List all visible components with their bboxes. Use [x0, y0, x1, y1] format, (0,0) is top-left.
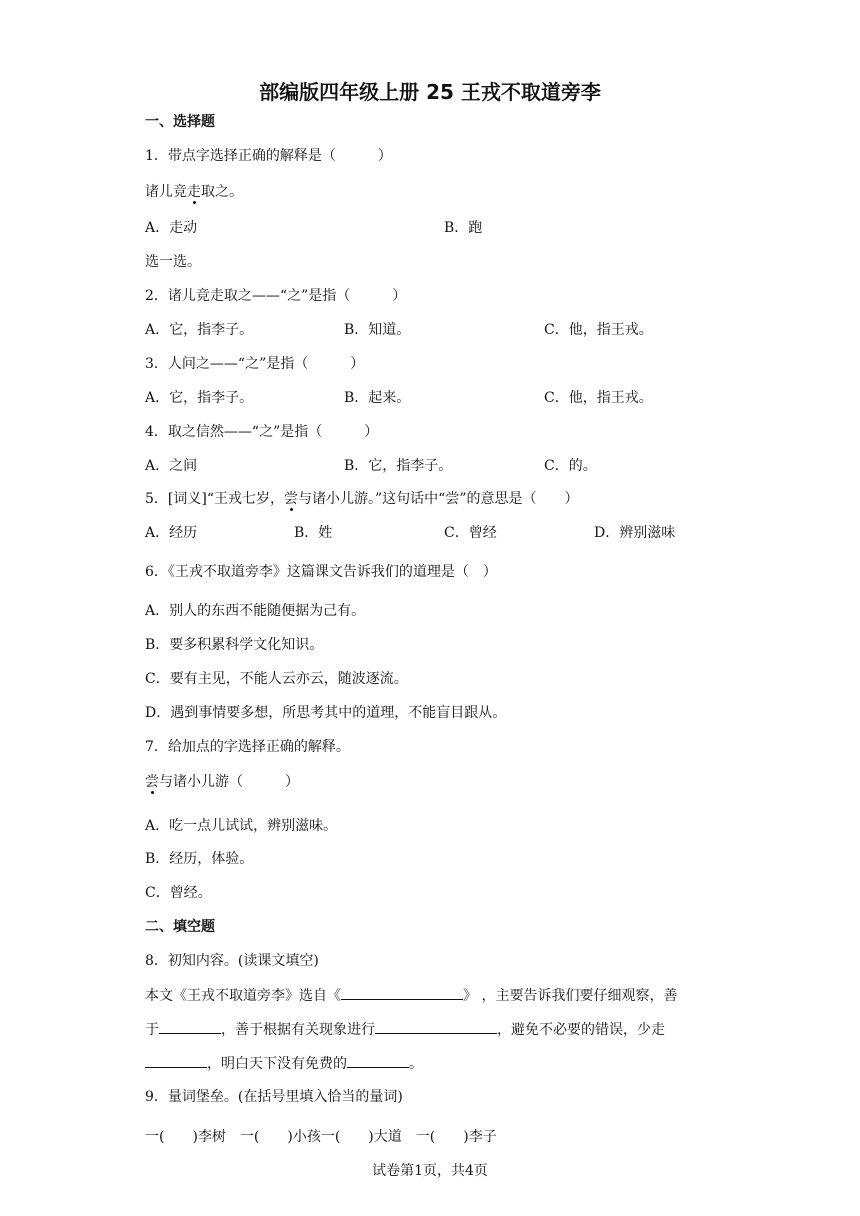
- stem-text: 与诸小儿游。”这句话中“尝”的意思是（ ）: [298, 491, 579, 507]
- question-2-stem: 2．诸儿竞走取之——“之”是指（ ）: [145, 288, 407, 304]
- question-5-option-b: B．姓: [294, 525, 333, 541]
- answer-blank[interactable]: [375, 1019, 497, 1034]
- question-4-option-b: B．它，指李子。: [344, 458, 453, 474]
- question-7-stem: 7．给加点的字选择正确的解释。: [145, 739, 350, 755]
- answer-blank[interactable]: [159, 1019, 221, 1034]
- sentence-text: 诸儿竞: [145, 184, 187, 200]
- fill-text: ，明白天下没有免费的: [207, 1056, 347, 1072]
- stem-text: 5．[词义]“王戎七岁，: [145, 491, 284, 507]
- question-7-option-a: A．吃一点儿试试，辨别滋味。: [145, 818, 338, 834]
- question-1-option-b: B．跑: [444, 220, 483, 236]
- question-8-line-2: [145, 1019, 665, 1040]
- fill-text: 本文《王戎不取道旁李》选自《: [145, 988, 341, 1004]
- question-1-stem: 1．带点字选择正确的解释是（ ）: [145, 148, 392, 164]
- question-7-option-c: C．曾经。: [145, 885, 212, 901]
- question-3-option-a: A．它，指李子。: [145, 390, 254, 406]
- question-2-option-b: B．知道。: [344, 322, 411, 338]
- fill-text: 》 ，主要告诉我们要仔细观察，善: [463, 988, 678, 1004]
- sentence-text: 取之。: [201, 184, 243, 200]
- fill-text: 。: [409, 1056, 423, 1072]
- question-2-option-c: C．他，指王戎。: [544, 322, 653, 338]
- answer-blank[interactable]: [341, 985, 463, 1000]
- question-9-items: 一( )李树 一( )小孩一( )大道 一( )李子: [145, 1129, 497, 1145]
- question-1-sentence: [145, 182, 243, 202]
- instruction-text: 选一选。: [145, 254, 201, 270]
- question-6-stem: 6．《王戎不取道旁李》这篇课文告诉我们的道理是（ ）: [145, 564, 497, 580]
- fill-text: ，善于根据有关现象进行: [221, 1022, 375, 1038]
- document-title: 部编版四年级上册 25 王戎不取道旁李: [259, 80, 601, 104]
- section-heading-choice: 一、选择题: [145, 114, 215, 130]
- question-5-option-a: A．经历: [145, 525, 198, 541]
- question-4-stem: 4．取之信然——“之”是指（ ）: [145, 424, 379, 440]
- question-4-option-c: C．的。: [544, 458, 597, 474]
- dotted-character: 尝: [284, 491, 298, 507]
- question-3-option-b: B．起来。: [344, 390, 411, 406]
- question-5-option-d: D．辨别滋味: [594, 525, 676, 541]
- page-footer: 试卷第1页，共4页: [372, 1163, 488, 1179]
- dotted-character: 尝: [145, 774, 159, 790]
- dotted-character: 走: [187, 184, 201, 200]
- question-7-sentence: [145, 772, 299, 792]
- question-8-line-3: [145, 1053, 423, 1074]
- section-heading-fill: 二、填空题: [145, 919, 215, 935]
- question-1-option-a: A．走动: [145, 220, 198, 236]
- fill-text: ，避免不必要的错误，少走: [497, 1022, 665, 1038]
- question-6-option-a: A．别人的东西不能随便据为己有。: [145, 603, 366, 619]
- question-8-line-1: [145, 985, 677, 1006]
- question-2-option-a: A．它，指李子。: [145, 322, 254, 338]
- answer-blank[interactable]: [347, 1053, 409, 1068]
- question-8-stem: 8．初知内容。(读课文填空): [145, 953, 319, 969]
- question-3-option-c: C．他，指王戎。: [544, 390, 653, 406]
- question-9-stem: 9．量词堡垒。(在括号里填入恰当的量词): [145, 1089, 403, 1105]
- question-5-stem: [145, 489, 578, 509]
- question-5-option-c: C．曾经: [444, 525, 497, 541]
- question-6-option-b: B．要多积累科学文化知识。: [145, 637, 324, 653]
- question-3-stem: 3．人问之——“之”是指（ ）: [145, 356, 365, 372]
- question-7-option-b: B．经历，体验。: [145, 851, 254, 867]
- fill-text: 于: [145, 1022, 159, 1038]
- answer-blank[interactable]: [145, 1053, 207, 1068]
- question-6-option-d: D．遇到事情要多想，所思考其中的道理，不能盲目跟从。: [145, 705, 507, 721]
- question-4-option-a: A．之间: [145, 458, 198, 474]
- sentence-text: 与诸小儿游（ ）: [159, 774, 299, 790]
- question-6-option-c: C．要有主见，不能人云亦云，随波逐流。: [145, 671, 408, 687]
